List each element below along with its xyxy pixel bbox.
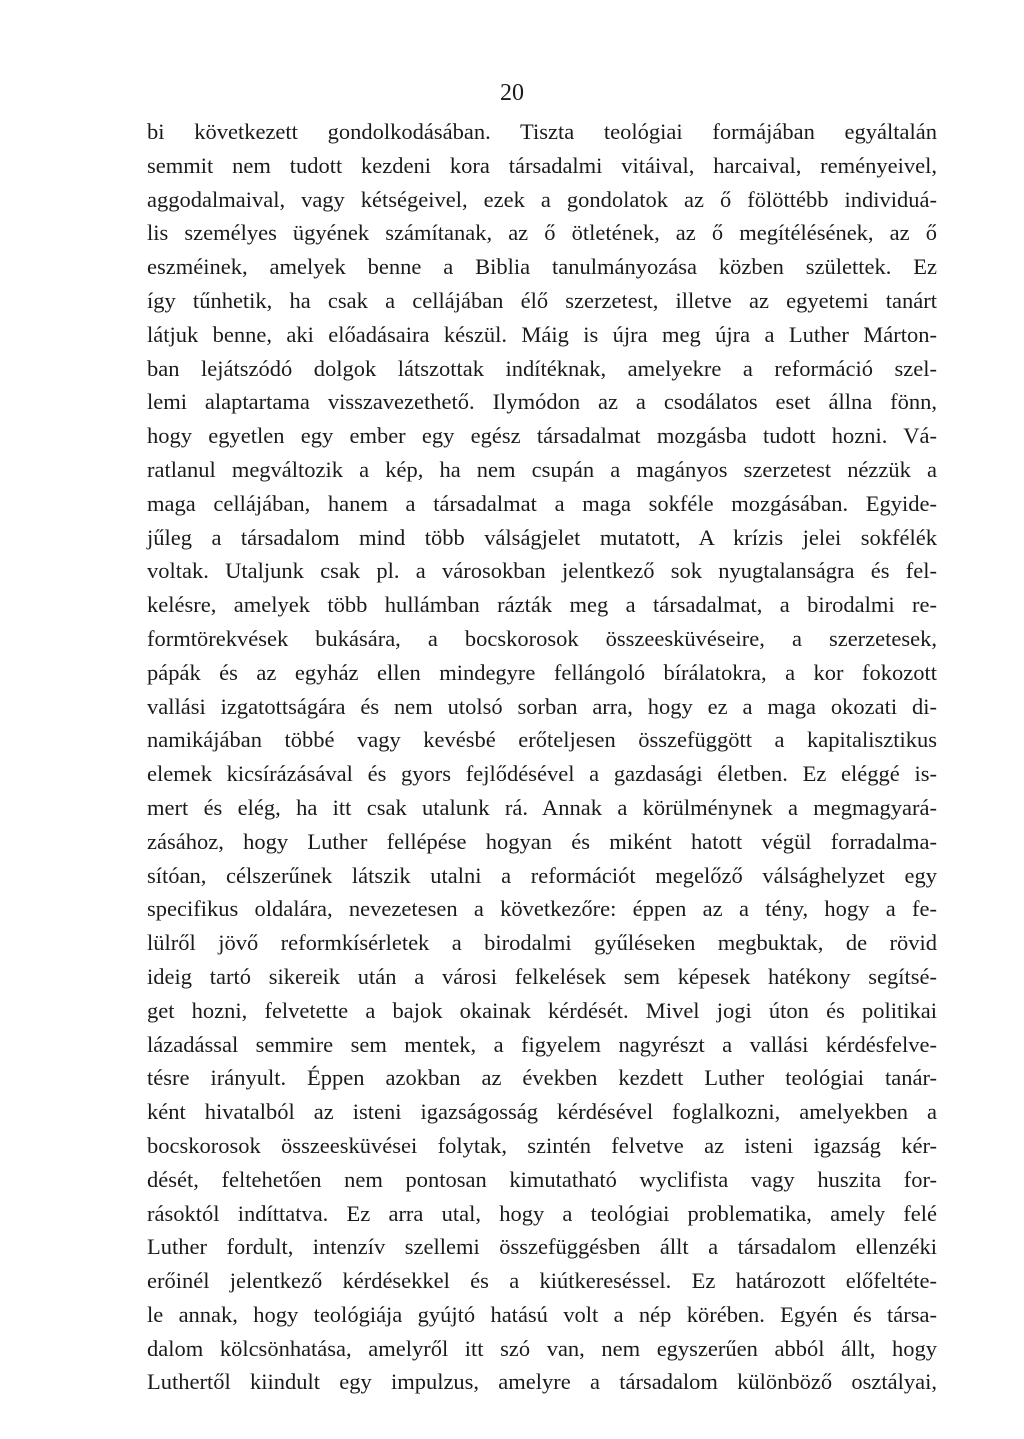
text-line: namikájában többé vagy kevésbé erőteljesen összefüggött a kapitalisztikus — [147, 727, 937, 753]
text-line: get hozni, felvetette a bajok okainak kérdését. Mivel jogi úton és politikai — [147, 997, 937, 1023]
text-line: ban lejátszódó dolgok látszottak indítéknak, amelyekre a reformáció szel- — [147, 355, 937, 381]
text-line: dését, feltehetően nem pontosan kimutatható wyclifista vagy huszita for- — [147, 1166, 937, 1192]
text-line: formtörekvések bukására, a bocskorosok összeesküvéseire, a szerzetesek, — [147, 625, 937, 651]
body-text — [147, 115, 937, 1399]
text-line: ideig tartó sikereik után a városi felkelések sem képesek hatékony segítsé- — [147, 963, 937, 989]
text-line: maga cellájában, hanem a társadalmat a maga sokféle mozgásában. Egyide- — [147, 490, 937, 516]
text-line: aggodalmaival, vagy kétségeivel, ezek a gondolatok az ő fölöttébb individuá- — [147, 186, 937, 212]
text-line: Luther fordult, intenzív szellemi összefüggésben állt a társadalom ellenzéki — [147, 1234, 937, 1260]
text-line: kelésre, amelyek több hullámban rázták meg a társadalmat, a birodalmi re- — [147, 592, 937, 618]
text-line: rásoktól indíttatva. Ez arra utal, hogy a teológiai problematika, amely felé — [147, 1200, 937, 1226]
text-line: sítóan, célszerűnek látszik utalni a reformációt megelőző válsághelyzet egy — [147, 862, 937, 888]
text-line: jűleg a társadalom mind több válságjelet mutatott, A krízis jelei sokfélék — [147, 524, 937, 550]
text-line: bocskorosok összeesküvései folytak, szintén felvetve az isteni igazság kér- — [147, 1132, 937, 1158]
text-line: dalom kölcsönhatása, amelyről itt szó van, nem egyszerűen abból állt, hogy — [147, 1335, 937, 1361]
text-line: lis személyes ügyének számítanak, az ő ötletének, az ő megítélésének, az ő — [147, 220, 937, 246]
text-line: vallási izgatottságára és nem utolsó sorban arra, hogy ez a maga okozati di- — [147, 693, 937, 719]
text-line: hogy egyetlen egy ember egy egész társadalmat mozgásba tudott hozni. Vá- — [147, 423, 937, 449]
text-line: eszméinek, amelyek benne a Biblia tanulmányozása közben születtek. Ez — [147, 254, 937, 280]
text-line: ratlanul megváltozik a kép, ha nem csupán a magányos szerzetest nézzük a — [147, 456, 937, 482]
text-line: voltak. Utaljunk csak pl. a városokban jelentkező sok nyugtalanságra és fel- — [147, 558, 937, 584]
text-line: így tűnhetik, ha csak a cellájában élő szerzetest, illetve az egyetemi tanárt — [147, 287, 937, 313]
text-line: lázadással semmire sem mentek, a figyelem nagyrészt a vallási kérdésfelve- — [147, 1031, 937, 1057]
text-line: pápák és az egyház ellen mindegyre fellángoló bírálatokra, a kor fokozott — [147, 659, 937, 685]
text-line: zásához, hogy Luther fellépése hogyan és miként hatott végül forradalma- — [147, 828, 937, 854]
text-line: specifikus oldalára, nevezetesen a következőre: éppen az a tény, hogy a fe- — [147, 896, 937, 922]
text-line: ként hivatalból az isteni igazságosság kérdésével foglalkozni, amelyekben a — [147, 1099, 937, 1125]
text-line: lülről jövő reformkísérletek a birodalmi gyűléseken megbuktak, de rövid — [147, 930, 937, 956]
text-line: Luthertől kiindult egy impulzus, amelyre a társadalom különböző osztályai, — [147, 1369, 937, 1395]
page-number: 20 — [500, 80, 524, 106]
text-line: le annak, hogy teológiája gyújtó hatású volt a nép körében. Egyén és társa- — [147, 1301, 937, 1327]
text-line: semmit nem tudott kezdeni kora társadalmi vitáival, harcaival, reményeivel, — [147, 152, 937, 178]
text-line: erőinél jelentkező kérdésekkel és a kiútkereséssel. Ez határozott előfeltéte- — [147, 1268, 937, 1294]
text-line: tésre irányult. Éppen azokban az években kezdett Luther teológiai tanár- — [147, 1065, 937, 1091]
text-line: lemi alaptartama visszavezethető. Ilymódon az a csodálatos eset állna fönn, — [147, 389, 937, 415]
text-line: bi következett gondolkodásában. Tiszta teológiai formájában egyáltalán — [147, 119, 937, 144]
text-line: elemek kicsírázásával és gyors fejlődésével a gazdasági életben. Ez eléggé is- — [147, 761, 937, 787]
text-line: mert és elég, ha itt csak utalunk rá. Annak a körülménynek a megmagyará- — [147, 794, 937, 820]
text-line: látjuk benne, aki előadásaira készül. Máig is újra meg újra a Luther Márton- — [147, 321, 937, 347]
